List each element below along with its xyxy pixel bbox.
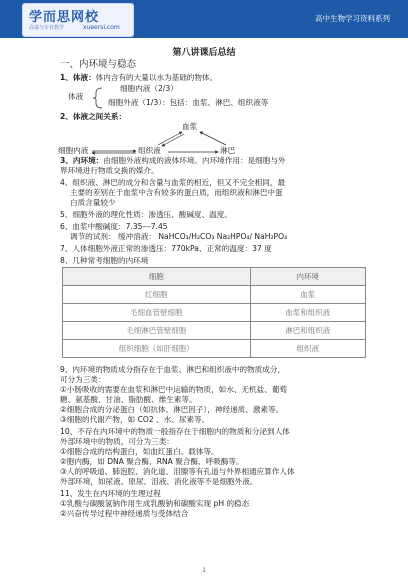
table-cell: 毛细血管壁细胞	[63, 304, 251, 322]
section-heading: 一、内环境与稳态	[60, 59, 137, 70]
table-cell: 毛细淋巴管壁细胞	[63, 322, 251, 340]
item-4-cont2: 白质含量较少	[70, 198, 116, 207]
item-4: 4、组织液、淋巴的成分和含量与血浆的相近，但又不完全相同，最	[60, 178, 286, 187]
item-10-b: ②胞内酶，如 DNA 聚合酶，RNA 聚合酶、呼吸酶等。	[60, 457, 244, 466]
item-10-c-cont: 外部环境，如尿液、原尿、泪液、消化液等不是细胞外液。	[60, 477, 258, 486]
item-6-buffer: 调节的试剂： 缓冲溶液： NaHCO₃/H₂CO₃ Na₂HPO₄/ NaH₂PO₄	[70, 232, 288, 241]
item-3-label: 3、内环境：	[60, 156, 104, 165]
diagram-intracellular: 细胞内液	[58, 146, 89, 155]
item-11-a: ①乳酸与碳酸氢钠作用生成乳酸钠和碳酸实现 pH 的稳态	[60, 499, 250, 508]
cell-environment-table	[62, 267, 366, 358]
diagram-tissue-fluid: 组织液	[138, 146, 161, 155]
item-1-sub2: 细胞外液（1/3）：包括：血浆、淋巴、组织液等	[108, 98, 269, 107]
bodyfluid-label: 体液	[68, 92, 84, 101]
item-9-cont: 可分为三类：	[60, 375, 106, 384]
item-3-text: 由细胞外液构成的液体环境。内环境作用：是细胞与外	[103, 156, 286, 165]
brand-logo	[22, 3, 134, 37]
table-cell: 组织液	[250, 340, 365, 358]
item-2: 2、体液之间关系：	[60, 112, 127, 121]
logo-name: 学而思网校	[29, 10, 100, 25]
item-11: 11、发生在内环境的生理过程	[60, 489, 161, 498]
page-number: 1	[202, 567, 206, 574]
item-10: 10、不存在内环境中的物质一般指存在于细胞内的物质和分泌到人体	[60, 427, 290, 436]
item-9-b: ②细胞合成的分泌蛋白（如抗体、淋巴因子），神经递质、激素等。	[60, 405, 284, 414]
page-title: 第八讲课后总结	[172, 48, 236, 58]
item-1-label: 1、体液：	[60, 73, 96, 82]
item-9-c: ③细胞的代谢产物，如 CO2 、水、尿素等。	[60, 415, 210, 424]
item-6: 6、血浆中酸碱度：7.35---7.45	[60, 222, 168, 231]
table-cell: 血浆	[250, 286, 365, 304]
table-header-row	[63, 268, 366, 286]
item-10-c: ③人的呼吸道、肺泡腔、消化道、泪腺等有孔道与外界相通应算作人体	[60, 467, 295, 476]
item-8: 8、几种常考细胞的内环境	[60, 256, 149, 265]
table-row	[63, 304, 366, 322]
table-header-env: 内环境	[250, 268, 365, 286]
logo-slogan: 高端与专业教学	[29, 25, 65, 31]
logo-url: xueersi.com	[83, 24, 120, 31]
item-1-sub1: 细胞内液（2/3）	[120, 84, 178, 93]
table-cell: 红细胞	[63, 286, 251, 304]
item-1-text: 体内含有的大量以水为基础的物体。	[95, 73, 218, 82]
item-3	[60, 156, 286, 166]
series-title: 高中生物学习资料系列	[315, 14, 390, 23]
table-row	[63, 286, 366, 304]
item-4-cont: 主要的差别在于血浆中含有较多的蛋白质，而组织液和淋巴中蛋	[70, 188, 283, 197]
table-header-cell: 细胞	[63, 268, 251, 286]
diagram-plasma: 血浆	[182, 122, 198, 131]
table-row	[63, 340, 366, 358]
diagram-lymph: 淋巴	[220, 146, 236, 155]
item-3-cont: 界环境进行物质交换的媒介。	[60, 166, 159, 175]
table-cell: 组织细胞（如肝细胞）	[63, 340, 251, 358]
item-7: 7、人体细胞外液正常的渗透压：770kPa、正常的温度：37 度	[60, 244, 272, 253]
item-5: 5、细胞外液的理化性质：渗透压、酸碱度、温度。	[60, 210, 232, 219]
table-row	[63, 322, 366, 340]
item-11-b: ②兴奋传导过程中神经递质与受体结合	[60, 509, 189, 518]
item-10-cont: 外部环境中的物质，可分为三类：	[60, 437, 174, 446]
document-page	[0, 38, 408, 580]
item-9: 9、内环境的物质成分指存在于血浆、淋巴和组织液中的物质成分，	[60, 365, 286, 374]
item-10-a: ①细胞合成的结构蛋白，如血红蛋白、载体等。	[60, 447, 219, 456]
item-9-a-cont: 糖、氨基酸、甘油、脂肪酸、维生素等。	[60, 395, 197, 404]
header-banner	[0, 0, 408, 38]
table-cell: 血浆和组织液	[250, 304, 365, 322]
table-cell: 淋巴和组织液	[250, 322, 365, 340]
item-9-a: ①小肠吸收的需要在血浆和淋巴中运输的物质，如水、无机盐、葡萄	[60, 385, 288, 394]
